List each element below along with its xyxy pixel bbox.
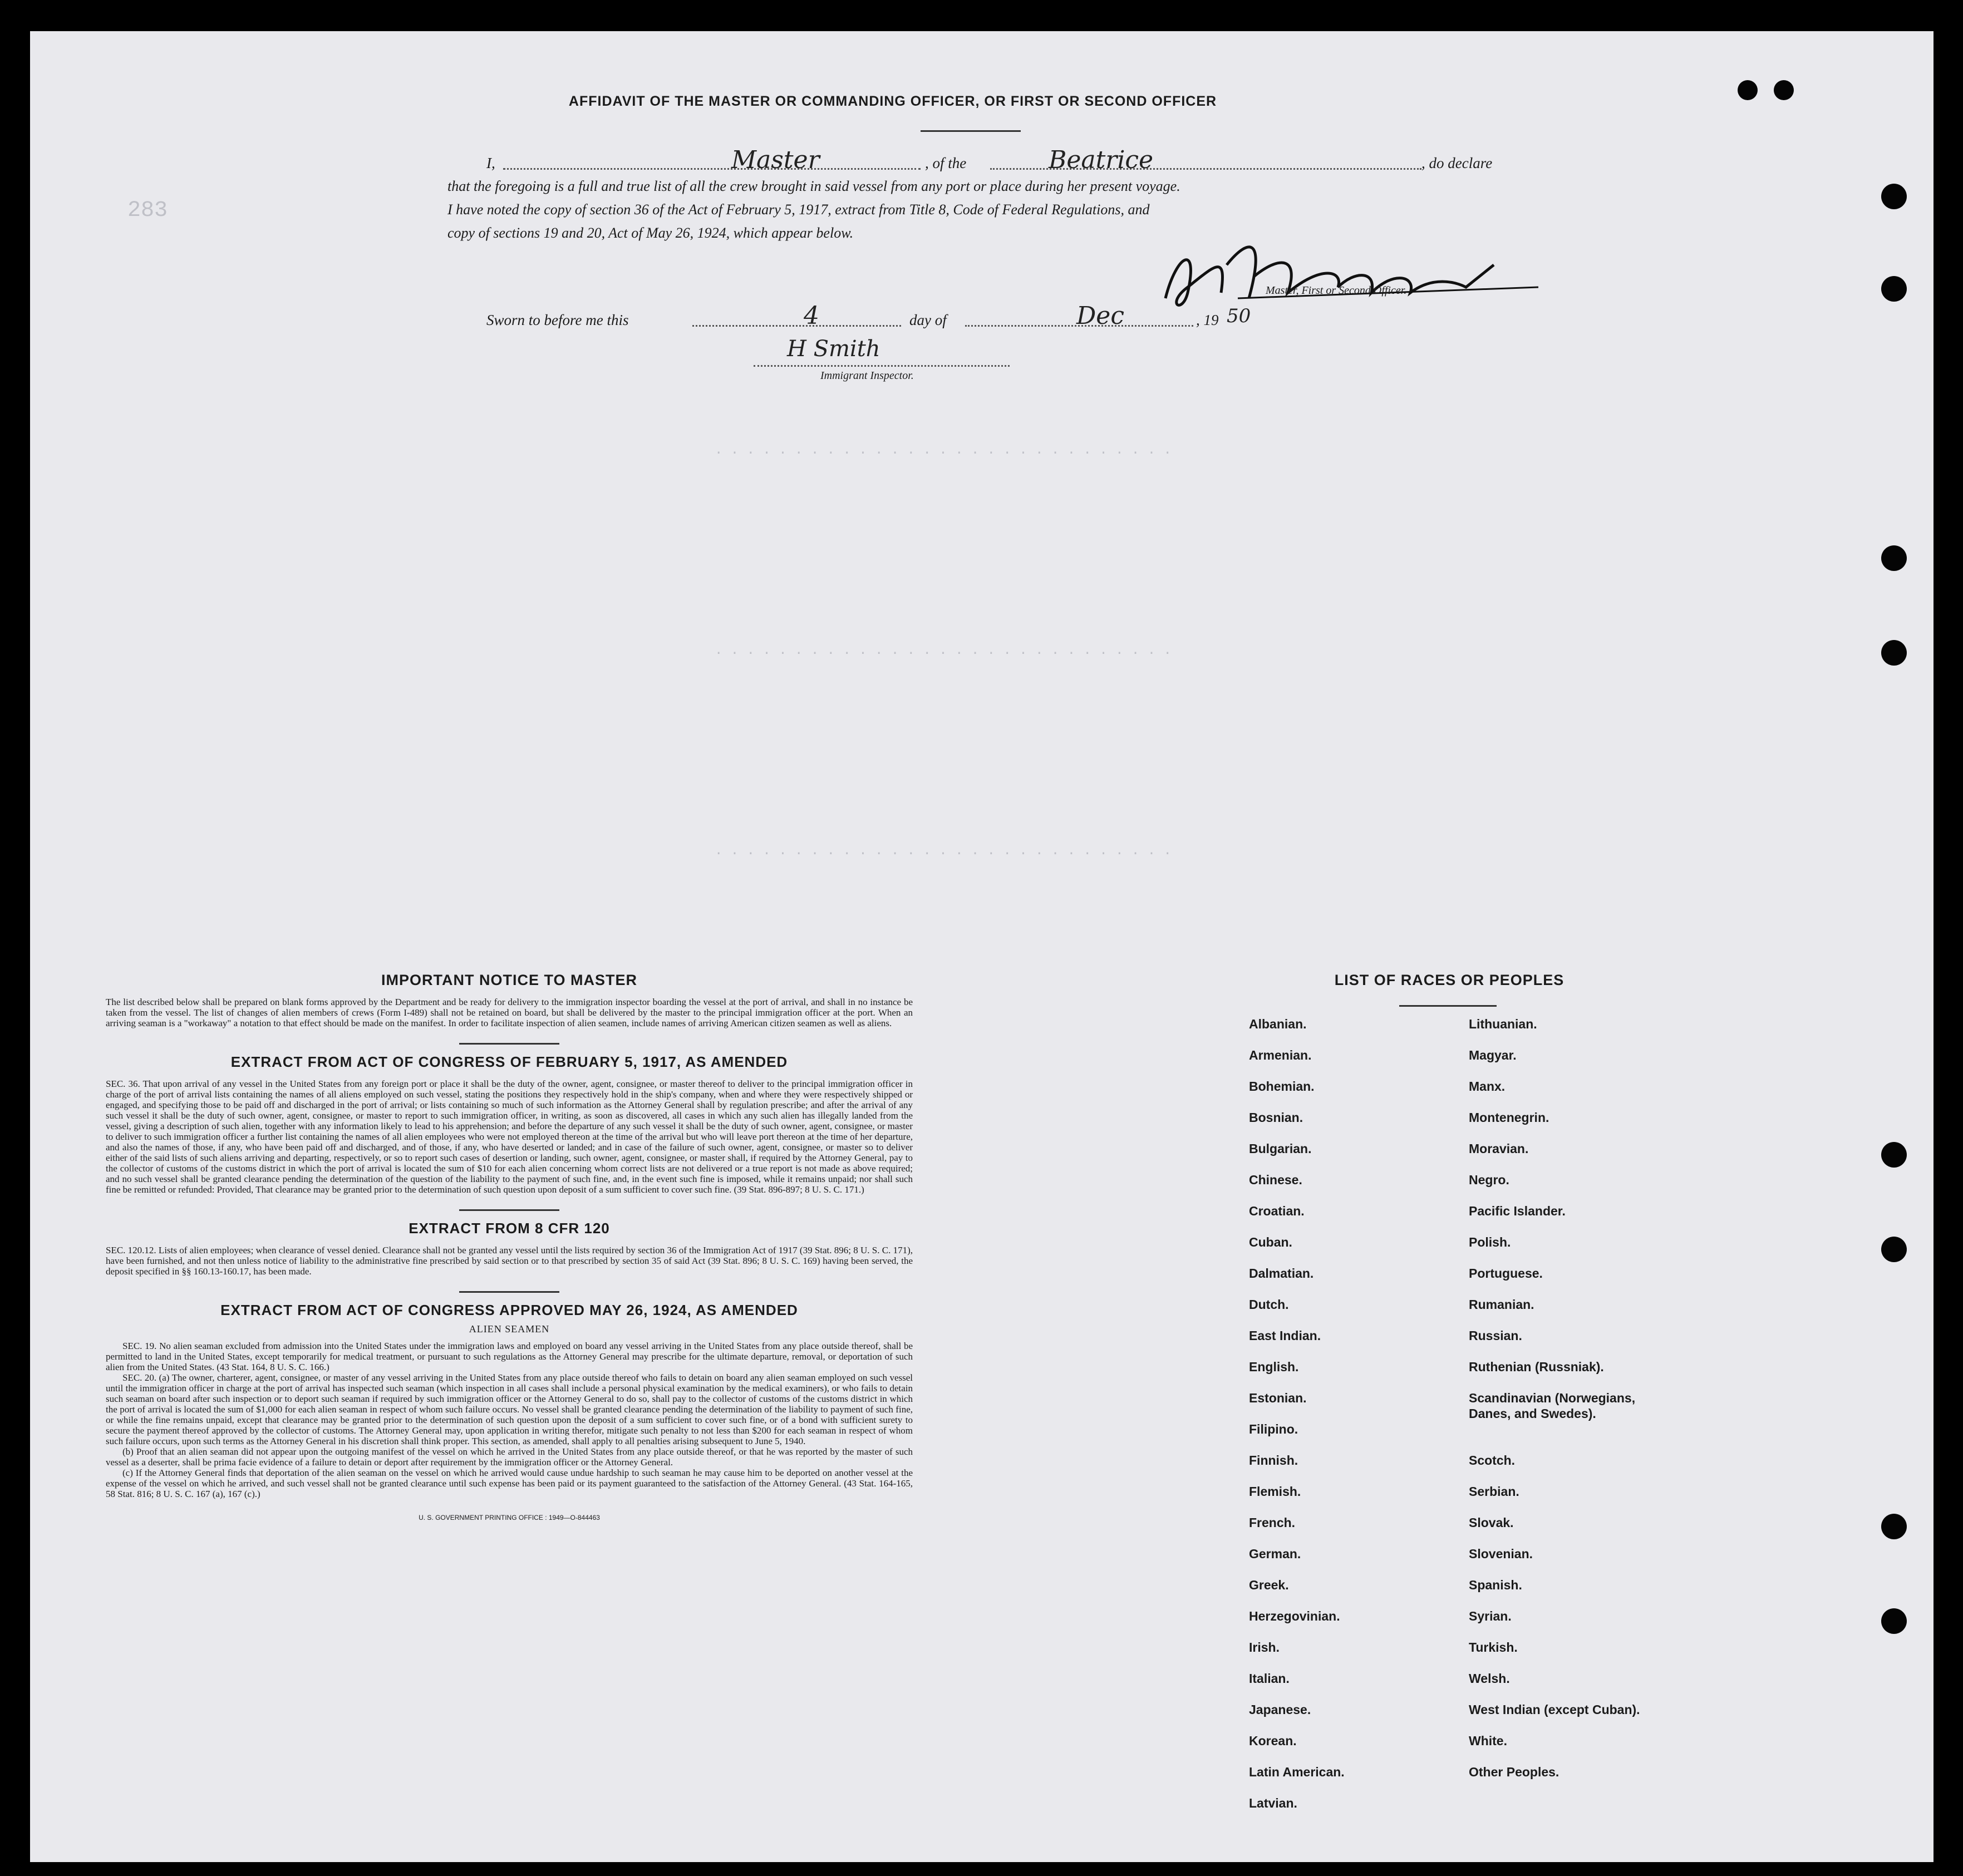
day-blank <box>692 325 901 327</box>
race-item: German. <box>1249 1547 1301 1561</box>
printer-imprint: U. S. GOVERNMENT PRINTING OFFICE : 1949—O-844463 <box>419 1514 600 1522</box>
race-item: Latvian. <box>1249 1796 1297 1810</box>
race-item: Albanian. <box>1249 1017 1307 1031</box>
punch-hole <box>1881 1608 1907 1634</box>
race-item: Other Peoples. <box>1469 1765 1559 1779</box>
race-item: Montenegrin. <box>1469 1110 1549 1125</box>
extract-1924-sec20a: SEC. 20. (a) The owner, charterer, agent, consignee, or master of any vessel arriving in the United States from any place outside thereof who fails to detain on board any alien seaman employed on such vessel until the immigration officer in charge at the port of arrival has inspected such seaman (which inspection in all cases shall include a personal physical examination by the medical examiners), or who fails to detain such seaman on board after such inspection or to deport such seaman if required by such immigration officer or the Attorney General to do so, shall pay to the collector of customs of the customs district in which the port of arrival is located the sum of $1,000 for each alien seaman in respect of whom such failure occurs. No vessel shall be granted clearance pending the determination of the liability to payment of such fine, or while the fine remains unpaid, except that clearance may be granted prior to the determination of such question upon the deposit of a sum sufficient to cover such fine, or of a bond with sufficient surety to secure the payment thereof approved by the collector of customs. The Attorney General may, upon application in writing therefor, mitigate such penalty to not less than $200 for each seaman in respect of whom such failure occurs, upon such terms as the Attorney General in his discretion shall think proper. This section, as amended, shall apply to all penalties arising subsequent to June 5, 1940. <box>106 1372 913 1446</box>
notice-text: The list described below shall be prepared on blank forms approved by the Department and be ready for delivery to the immigration inspector boarding the vessel at the port of arrival, and shall in no instance be taken from the vessel. The list of changes of alien members of crews (Form I-489) shall not be retained on board, but shall be delivered by the master to the principal immigration officer at the port. When an arriving seaman is a "workaway" a notation to that effect should be made on the manifest. In order to facilitate inspection of alien seamen, include names of arriving American citizen seamen as well as aliens. <box>106 997 913 1028</box>
race-item: East Indian. <box>1249 1328 1321 1343</box>
race-item: Bohemian. <box>1249 1079 1315 1094</box>
race-item: English. <box>1249 1360 1299 1374</box>
section-divider <box>459 1209 559 1211</box>
officer-handwritten: Master <box>731 146 820 174</box>
race-item: White. <box>1469 1734 1507 1748</box>
punch-hole <box>1881 1237 1907 1262</box>
extract-1924-sec20c: (c) If the Attorney General finds that deportation of the alien seaman on the vessel on which he arrived would cause undue hardship to such seaman he may cause him to be deported on another vessel at the expense of the vessel on which he arrived, and such vessel shall not be granted clearance until such expense has been paid or its payment guaranteed to the satisfaction of the Attorney General. (43 Stat. 164-165, 58 Stat. 816; 8 U. S. C. 167 (a), 167 (c).) <box>106 1468 913 1499</box>
race-item: Dutch. <box>1249 1297 1289 1312</box>
punch-hole <box>1881 276 1907 302</box>
race-item: Croatian. <box>1249 1204 1305 1218</box>
title-divider <box>921 130 1021 132</box>
do-declare-label: , do declare <box>1421 155 1493 171</box>
affidavit-line-4: copy of sections 19 and 20, Act of May 26, 1924, which appear below. <box>447 225 854 241</box>
inspector-blank <box>754 365 1010 367</box>
section-divider <box>459 1291 559 1293</box>
day-of-label: day of <box>909 312 947 328</box>
race-item: Dalmatian. <box>1249 1266 1314 1281</box>
race-item: Armenian. <box>1249 1048 1312 1062</box>
affidavit-title: AFFIDAVIT OF THE MASTER OR COMMANDING OFFICER, OR FIRST OR SECOND OFFICER <box>568 93 1217 109</box>
affidavit-line-3: I have noted the copy of section 36 of the Act of February 5, 1917, extract from Title 8, Code of Federal Regulations, and <box>447 201 1150 218</box>
year-prefix: , 19 <box>1196 312 1219 328</box>
punch-hole <box>1881 1514 1907 1539</box>
extract-cfr-title: EXTRACT FROM 8 CFR 120 <box>409 1220 610 1237</box>
race-item: Scandinavian (Norwegians, Danes, and Swedes). <box>1469 1391 1636 1421</box>
race-item: Finnish. <box>1249 1453 1298 1468</box>
document-sheet <box>30 31 1934 1862</box>
race-item: Spanish. <box>1469 1578 1522 1592</box>
race-item: Estonian. <box>1249 1391 1307 1405</box>
extract-1924-sec20b: (b) Proof that an alien seaman did not appear upon the outgoing manifest of the vessel on which he arrived in the United States from any place outside thereof, or that he was reported by the master of such vessel as a deserter, shall be prima facie evidence of a failure to detain or deport after requirement by the immigration officer or the Attorney General. <box>106 1446 913 1468</box>
race-item: Manx. <box>1469 1079 1506 1094</box>
extract-1917-title: EXTRACT FROM ACT OF CONGRESS OF FEBRUARY 5, 1917, AS AMENDED <box>230 1053 788 1070</box>
extract-1924-subtitle: ALIEN SEAMEN <box>469 1323 550 1335</box>
race-item: Pacific Islander. <box>1469 1204 1566 1218</box>
race-item: Welsh. <box>1469 1671 1510 1686</box>
affidavit-line-2: that the foregoing is a full and true list of all the crew brought in said vessel from any port or place during her present voyage. <box>447 178 1180 194</box>
punch-hole <box>1881 640 1907 666</box>
extract-cfr-text: SEC. 120.12. Lists of alien employees; when clearance of vessel denied. Clearance shall not be granted any vessel until the lists required by section 36 of the Immigration Act of 1917 (39 Stat. 896; 8 U. S. C. 171), have been furnished, and not then unless notice of liability to the administrative fine prescribed by said section or to that prescribed by section 35 of said Act (39 Stat. 896; 8 U. S. C. 169) having been served, the deposit specified in §§ 160.13-160.17, has been made. <box>106 1245 913 1277</box>
bleed-through-mark: . . . . . . . . . . . . . . . . . . . . . . . . . . . . . <box>715 443 1172 458</box>
extract-1924-title: EXTRACT FROM ACT OF CONGRESS APPROVED MAY 26, 1924, AS AMENDED <box>220 1302 798 1318</box>
of-the-label: , of the <box>925 155 967 171</box>
punch-hole <box>1881 545 1907 571</box>
race-item: Serbian. <box>1469 1484 1519 1499</box>
race-item: Chinese. <box>1249 1173 1302 1187</box>
signature-caption: Master, First or Second Officer. <box>1266 284 1407 297</box>
race-item: Italian. <box>1249 1671 1290 1686</box>
race-item: Slovenian. <box>1469 1547 1533 1561</box>
race-item: Negro. <box>1469 1173 1509 1187</box>
race-item: Korean. <box>1249 1734 1297 1748</box>
i-label: I, <box>486 155 495 171</box>
section-divider <box>459 1043 559 1045</box>
race-item: Slovak. <box>1469 1515 1514 1530</box>
race-item: Bosnian. <box>1249 1110 1303 1125</box>
races-title: LIST OF RACES OR PEOPLES <box>1334 972 1565 988</box>
bleed-through-mark: 283 <box>127 198 168 223</box>
race-item: Magyar. <box>1469 1048 1517 1062</box>
officer-blank <box>503 168 921 170</box>
punch-hole <box>1881 1142 1907 1168</box>
race-item: Latin American. <box>1249 1765 1345 1779</box>
punch-hole <box>1881 184 1907 209</box>
notice-title: IMPORTANT NOTICE TO MASTER <box>381 972 637 988</box>
races-divider <box>1399 1005 1497 1007</box>
race-item: Lithuanian. <box>1469 1017 1537 1031</box>
race-item: Greek. <box>1249 1578 1289 1592</box>
bleed-through-mark: . . . . . . . . . . . . . . . . . . . . . . . . . . . . . <box>715 643 1172 658</box>
race-item: Moravian. <box>1469 1141 1529 1156</box>
race-item: Ruthenian (Russniak). <box>1469 1360 1604 1374</box>
sworn-line <box>486 304 1321 332</box>
bleed-through-mark: . . . . . . . . . . . . . . . . . . . . . . . . . . . . . <box>715 844 1172 859</box>
inspector-caption: Immigrant Inspector. <box>820 370 914 382</box>
race-item: Flemish. <box>1249 1484 1301 1499</box>
extract-1917-text: SEC. 36. That upon arrival of any vessel in the United States from any foreign port or place it shall be the duty of the owner, agent, consignee, or master thereof to deliver to the principal immigration officer in charge of the port of arrival lists containing the names of all aliens employed on such vessel, stating the positions they respectively hold in the ship's company, when and where they were respectively shipped or engaged, and specifying those to be paid off and discharged in the port of arrival; or lists containing so much of such information as the Attorney General shall by regulation prescribe; and after the arrival of any such vessel it shall be the duty of such owner, agent, consignee, or master to report to such immigration officer, in writing, as soon as discovered, all cases in which any such alien has illegally landed from the vessel, giving a description of such alien, together with any information likely to lead to his apprehension; and before the departure of any such vessel it shall be the duty of such owner, agent, consignee, or master to deliver to such immigration officer a further list containing the names of all alien employees who were not employed thereon at the time of the arrival but who will leave port thereon at the time of her departure, and also the names of those, if any, who have been paid off and discharged, and of those, if any, who have deserted or landed; and in case of the failure of such owner, agent, consignee, or master so to deliver either of the said lists of such aliens arriving and departing, respectively, or so to report such cases of desertion or landing, such owner, agent, consignee, or master shall, if required by the Attorney General, pay to the collector of customs of the customs district in which the port of arrival is located the sum of $10 for each alien concerning whom correct lists are not delivered or a true report is not made as above required; and no such vessel shall be granted clearance pending the determination of the question of the liability to the payment of such fine, and, in the event such fine is imposed, while it remains unpaid; nor shall such fine be remitted or refunded: Provided, That clearance may be granted prior to the determination of such question upon deposit of a sum sufficient to cover such fine. (39 Stat. 896-897; 8 U. S. C. 171.) <box>106 1079 913 1195</box>
race-item: Japanese. <box>1249 1702 1311 1717</box>
month-handwritten: Dec <box>1076 302 1124 330</box>
sworn-label: Sworn to before me this <box>486 312 629 328</box>
extract-1924-sec19: SEC. 19. No alien seaman excluded from admission into the United States under the immigration laws and employed on board any vessel arriving in the United States from any place outside thereof, shall be permitted to land in the United States, except temporarily for medical treatment, or pursuant to such regulations as the Attorney General may prescribe for the ultimate departure, removal, or deportation of such alien from the United States. (43 Stat. 164, 8 U. S. C. 166.) <box>106 1341 913 1372</box>
race-item: Portuguese. <box>1469 1266 1543 1281</box>
inspector-handwritten: H Smith <box>787 336 880 362</box>
year-handwritten: 50 <box>1227 305 1251 327</box>
race-item: Irish. <box>1249 1640 1280 1655</box>
punch-hole <box>1738 80 1758 100</box>
legal-column <box>106 972 913 1522</box>
race-item: West Indian (except Cuban). <box>1469 1702 1640 1717</box>
race-item: Polish. <box>1469 1235 1511 1249</box>
race-item: Herzegovinian. <box>1249 1609 1340 1623</box>
race-item: Turkish. <box>1469 1640 1518 1655</box>
race-item: French. <box>1249 1515 1296 1530</box>
race-item: Russian. <box>1469 1328 1522 1343</box>
punch-hole <box>1774 80 1794 100</box>
race-item: Syrian. <box>1469 1609 1512 1623</box>
day-handwritten: 4 <box>804 302 819 330</box>
race-item: Filipino. <box>1249 1422 1298 1436</box>
race-item: Cuban. <box>1249 1235 1292 1249</box>
race-item: Scotch. <box>1469 1453 1516 1468</box>
race-item: Bulgarian. <box>1249 1141 1312 1156</box>
vessel-handwritten: Beatrice <box>1049 146 1154 174</box>
affidavit-line-1 <box>470 146 1561 174</box>
race-item: Rumanian. <box>1469 1297 1534 1312</box>
